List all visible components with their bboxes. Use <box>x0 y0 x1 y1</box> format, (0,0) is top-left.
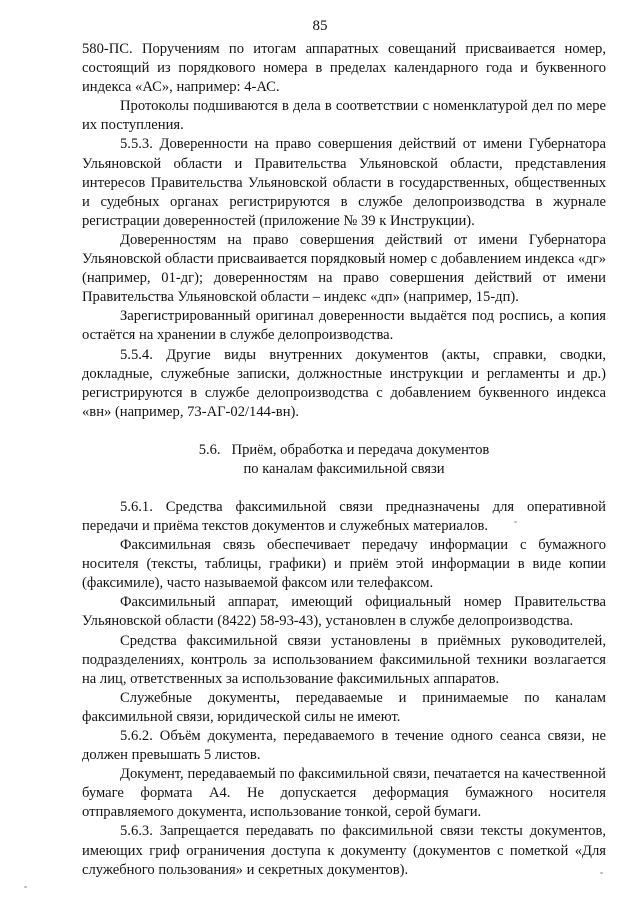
paragraph: Средства факсимильной связи установлены в приёмных руководителей, подразделениях, контроль за использованием факсимильной техники возлагается на лиц, ответственных за использование факсимильных аппаратов. <box>82 632 606 687</box>
scan-speck <box>600 872 603 874</box>
paragraph-5-6-3: 5.6.3. Запрещается передавать по факсимильной связи тексты документов, имеющих гриф ограничения доступа к документу (документов с пометкой «Для служебного пользования» и секретных документов). <box>82 823 606 878</box>
section-heading-line-1: 5.6. Приём, обработка и передача документов <box>198 441 490 458</box>
paragraph: 580-ПС. Поручениям по итогам аппаратных совещаний присваивается номер, состоящий из порядкового номера в пределах календарного года и буквенного индекса «АС», например: 4-АС. <box>82 41 606 96</box>
page-body <box>82 40 606 880</box>
paragraph-5-6-2: 5.6.2. Объём документа, передаваемого в течение одного сеанса связи, не должен превышать 5 листов. <box>82 728 606 764</box>
paragraph: Факсимильная связь обеспечивает передачу информации с бумажного носителя (тексты, таблицы, графики) и приём этой информации в виде копии (факсимиле), часто называемой факсом или телефаксом. <box>82 537 606 592</box>
paragraph: Зарегистрированный оригинал доверенности выдаётся под роспись, а копия остаётся на хранении в службе делопроизводства. <box>82 308 606 344</box>
scan-speck <box>514 521 517 523</box>
paragraph: Протоколы подшиваются в дела в соответствии с номенклатурой дел по мере их поступления. <box>82 98 606 134</box>
page-number: 85 <box>312 18 328 34</box>
paragraph: Факсимильный аппарат, имеющий официальный номер Правительства Ульяновской области (8422) 58-93-43), установлен в службе делопроизводства. <box>82 594 606 630</box>
section-heading-line-2: по каналам факсимильной связи <box>243 460 445 477</box>
paragraph-5-6-1: 5.6.1. Средства факсимильной связи предназначены для оперативной передачи и приёма текстов документов и служебных материалов. <box>82 498 606 534</box>
paragraph-5-5-3: 5.5.3. Доверенности на право совершения действий от имени Губернатора Ульяновской области и Правительства Ульяновской области, представления интересов Правительства Ульяновской области в государственных, общественных и судебных органах регистрируются в службе делопроизводства в журнале регистрации доверенностей (приложение № 39 к Инструкции). <box>82 136 606 229</box>
scan-speck <box>24 886 27 888</box>
paragraph: Служебные документы, передаваемые и принимаемые по каналам факсимильной связи, юридической силы не имеют. <box>82 689 606 725</box>
paragraph: Доверенностям на право совершения действий от имени Губернатора Ульяновской области присваивается порядковый номер с добавлением индекса «дг» (например, 01-дг); доверенностям на право совершения действий от имени Правительства Ульяновской области – индекс «дп» (например, 15-дп). <box>82 231 606 306</box>
paragraph: Документ, передаваемый по факсимильной связи, печатается на качественной бумаге формата А4. Не допускается деформация бумажного носителя отправляемого документа, использование тонкой, серой бумаги. <box>82 766 606 821</box>
section-heading <box>82 441 606 479</box>
paragraph-5-5-4: 5.5.4. Другие виды внутренних документов (акты, справки, сводки, докладные, служебные записки, должностные инструкции и регламенты и др.) регистрируются в службе делопроизводства с добавлением буквенного индекса «вн» (например, 73-АГ-02/144-вн). <box>82 346 606 420</box>
